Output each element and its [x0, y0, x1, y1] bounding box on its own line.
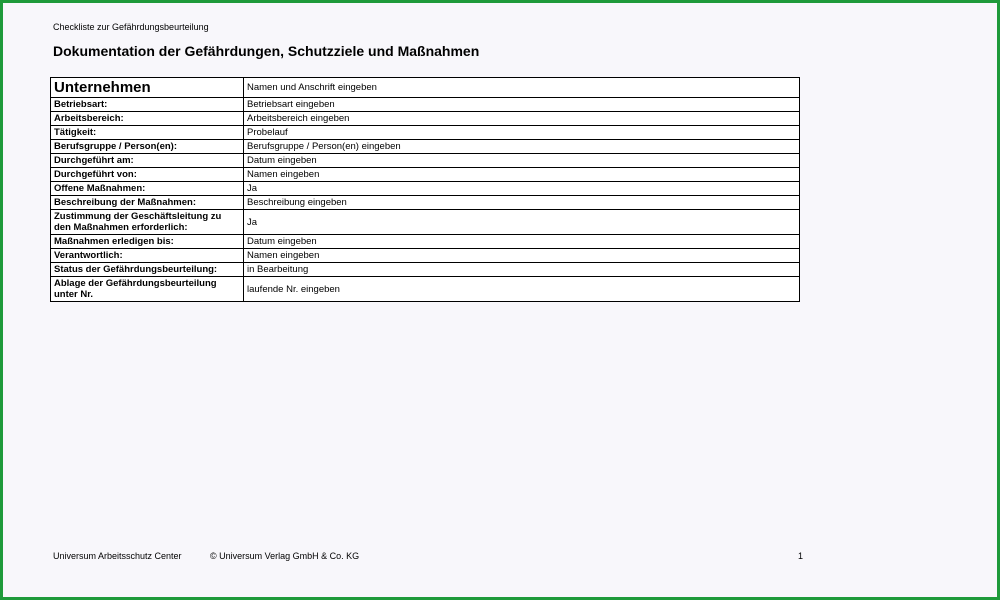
table-row: [51, 277, 800, 302]
row-label: Durchgeführt am:: [51, 154, 244, 168]
table-row: [51, 78, 800, 98]
table-row: [51, 168, 800, 182]
row-value-field[interactable]: Betriebsart eingeben: [244, 98, 800, 112]
row-value-field[interactable]: Berufsgruppe / Person(en) eingeben: [244, 140, 800, 154]
row-label: Maßnahmen erledigen bis:: [51, 235, 244, 249]
table-row: [51, 154, 800, 168]
row-label: Durchgeführt von:: [51, 168, 244, 182]
page-header: Checkliste zur Gefährdungsbeurteilung: [53, 22, 209, 32]
row-label: Tätigkeit:: [51, 126, 244, 140]
row-label: Unternehmen: [51, 78, 244, 98]
table-row: [51, 210, 800, 235]
row-value-field[interactable]: Arbeitsbereich eingeben: [244, 112, 800, 126]
table-row: [51, 98, 800, 112]
row-label: Offene Maßnahmen:: [51, 182, 244, 196]
row-value-field[interactable]: Namen eingeben: [244, 249, 800, 263]
row-value-field[interactable]: laufende Nr. eingeben: [244, 277, 800, 302]
row-label: Berufsgruppe / Person(en):: [51, 140, 244, 154]
row-value-field[interactable]: Datum eingeben: [244, 154, 800, 168]
row-value-field[interactable]: Ja: [244, 210, 800, 235]
row-label: Status der Gefährdungsbeurteilung:: [51, 263, 244, 277]
row-label: Zustimmung der Geschäftsleitung zu den Maßnahmen erforderlich:: [51, 210, 244, 235]
row-value-field[interactable]: Beschreibung eingeben: [244, 196, 800, 210]
table-row: [51, 126, 800, 140]
row-label: Betriebsart:: [51, 98, 244, 112]
page-number: 1: [798, 551, 804, 561]
footer-publisher: Universum Arbeitsschutz Center: [53, 551, 182, 561]
row-label: Beschreibung der Maßnahmen:: [51, 196, 244, 210]
table-row: [51, 263, 800, 277]
table-row: [51, 112, 800, 126]
row-value-field[interactable]: Namen und Anschrift eingeben: [244, 78, 800, 98]
row-label: Verantwortlich:: [51, 249, 244, 263]
row-value-field[interactable]: Namen eingeben: [244, 168, 800, 182]
table-row: [51, 182, 800, 196]
footer-copyright: © Universum Verlag GmbH & Co. KG: [210, 551, 360, 561]
row-value-field[interactable]: Probelauf: [244, 126, 800, 140]
row-value-field[interactable]: Datum eingeben: [244, 235, 800, 249]
table-row: [51, 249, 800, 263]
row-value-field[interactable]: Ja: [244, 182, 800, 196]
page-title: Dokumentation der Gefährdungen, Schutzziele und Maßnahmen: [53, 43, 480, 59]
table-row: [51, 140, 800, 154]
row-label: Arbeitsbereich:: [51, 112, 244, 126]
assessment-table: [50, 77, 800, 302]
row-label: Ablage der Gefährdungsbeurteilung unter Nr.: [51, 277, 244, 302]
table-row: [51, 196, 800, 210]
table-row: [51, 235, 800, 249]
row-value-field[interactable]: in Bearbeitung: [244, 263, 800, 277]
